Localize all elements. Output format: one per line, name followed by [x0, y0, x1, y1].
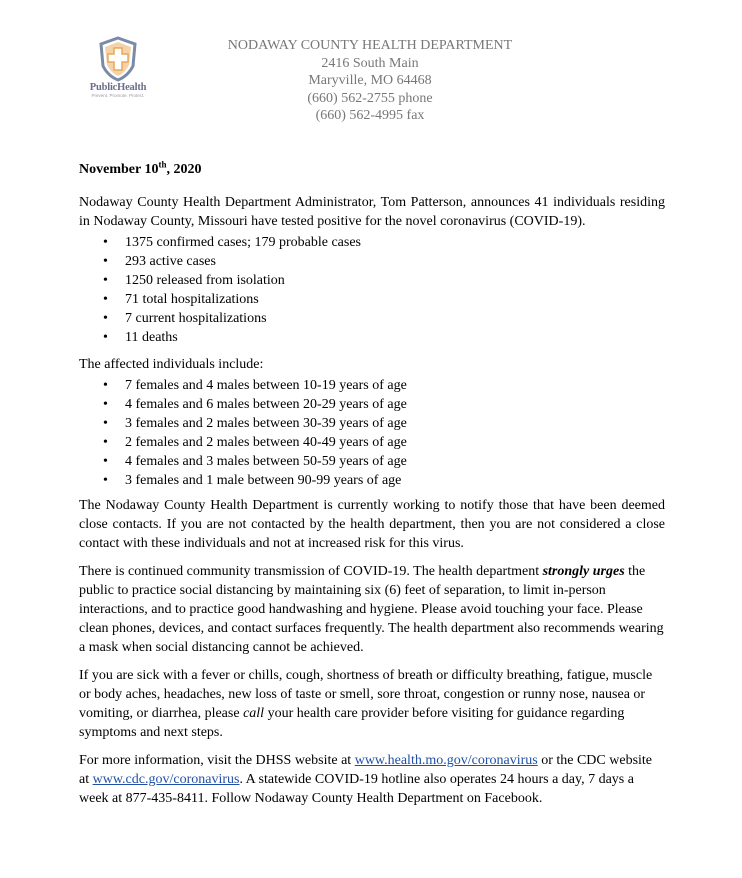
intro-paragraph: Nodaway County Health Department Administrator, Tom Patterson, announces 41 individuals residing in Nodaway County, Missouri have tested positive for the novel coronavirus (COVID-19).: [79, 195, 665, 229]
list-item: • 3 females and 1 male between 90-99 years of age: [103, 473, 402, 488]
symptoms-paragraph: If you are sick with a fever or chills, cough, shortness of breath or difficulty breathing, fatigue, muscle or body aches, headaches, new loss of taste or smell, sore throat, congestion or runny nose, nausea or vomiting, or diarrhea, please call your health care provider before visiting for guidance regarding symptoms and next steps.: [79, 668, 653, 740]
letterhead: [200, 37, 540, 125]
shield-icon: [98, 36, 138, 82]
list-item: • 1250 released from isolation: [103, 273, 285, 288]
list-item: • 7 current hospitalizations: [103, 311, 267, 326]
dhss-link[interactable]: www.health.mo.gov/coronavirus: [354, 753, 538, 768]
press-release-body: [79, 160, 665, 817]
list-item: • 1375 confirmed cases; 179 probable cases: [103, 235, 361, 250]
close-contacts-paragraph: The Nodaway County Health Department is currently working to notify those that have been deemed close contacts. If you are not contacted by the health department, then you are not considered a close contact with these individuals and not at increased risk for this virus.: [79, 498, 665, 551]
org-name: NODAWAY COUNTY HEALTH DEPARTMENT: [227, 38, 513, 53]
logo-text: PublicHealth: [89, 82, 147, 93]
transmission-paragraph: There is continued community transmission of COVID-19. The health department strongly urges the public to practice social distancing by maintaining six (6) feet of separation, to limit in-person interactions, and to practice good handwashing and hygiene. Please avoid touching your face. Please clean phones, devices, and contact surfaces frequently. The health department also recommends wearing a mask when social distancing cannot be achieved.: [79, 564, 664, 655]
list-item: • 3 females and 2 males between 30-39 years of age: [103, 416, 407, 431]
stats-list: [79, 233, 665, 347]
list-item: • 4 females and 6 males between 20-29 years of age: [103, 397, 407, 412]
logo-tagline: Prevent. Promote. Protect.: [91, 93, 145, 98]
list-item: • 11 deaths: [103, 330, 178, 345]
affected-lead: The affected individuals include:: [79, 357, 264, 372]
release-date: November 10th, 2020: [79, 159, 202, 177]
list-item: • 71 total hospitalizations: [103, 292, 259, 307]
list-item: • 7 females and 4 males between 10-19 years of age: [103, 378, 407, 393]
public-health-logo: [78, 36, 158, 106]
fax-number: (660) 562-4995 fax: [315, 108, 425, 123]
phone-number: (660) 562-2755 phone: [307, 90, 433, 106]
list-item: • 4 females and 3 males between 50-59 years of age: [103, 454, 407, 469]
list-item: • 293 active cases: [103, 254, 216, 269]
list-item: • 2 females and 2 males between 40-49 years of age: [103, 435, 407, 450]
more-info-paragraph: For more information, visit the DHSS website at www.health.mo.gov/coronavirus or the CDC website at www.cdc.gov/coronavirus. A statewide COVID-19 hotline also operates 24 hours a day, 7 days a week at 877-435-8411. Follow Nodaway County Health Department on Facebook.: [79, 753, 653, 806]
city-address: Maryville, MO 64468: [308, 73, 432, 88]
street-address: 2416 South Main: [321, 55, 419, 71]
affected-list: [79, 376, 665, 490]
cdc-link[interactable]: www.cdc.gov/coronavirus: [92, 772, 240, 787]
